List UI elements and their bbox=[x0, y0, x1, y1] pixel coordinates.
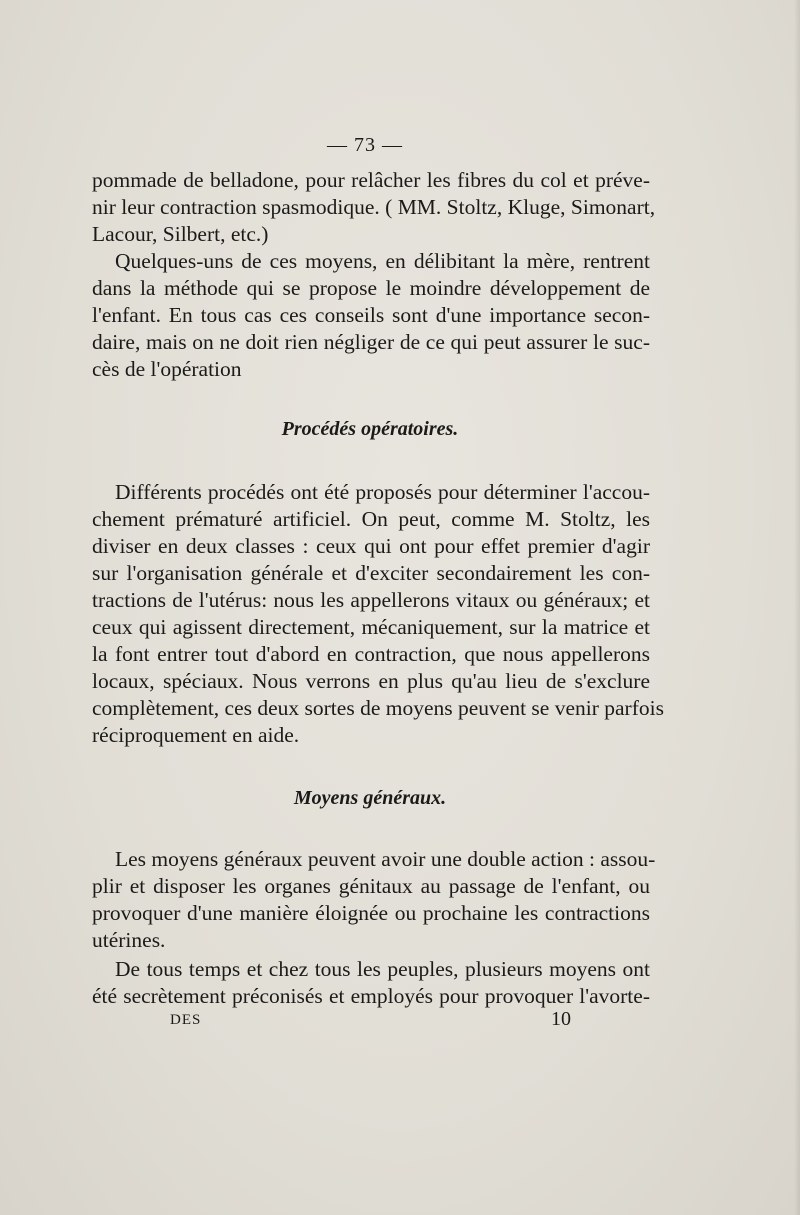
section-heading: Moyens généraux. bbox=[293, 787, 447, 809]
text-line: Les moyens généraux peuvent avoir une double action : assou- bbox=[115, 847, 656, 871]
page-edge-shadow bbox=[794, 0, 800, 1215]
signature-mark: DES bbox=[170, 1012, 202, 1028]
text-line: nir leur contraction spasmodique. ( MM. Stoltz, Kluge, Simonart, bbox=[92, 195, 656, 219]
text-line: De tous temps et chez tous les peuples, plusieurs moyens ont bbox=[115, 957, 650, 981]
text-line: dans la méthode qui se propose le moindre développement de bbox=[92, 276, 650, 300]
text-line: sur l'organisation générale et d'exciter secondairement les con- bbox=[92, 561, 650, 585]
text-line: été secrètement préconisés et employés pour provoquer l'avorte- bbox=[92, 984, 650, 1008]
text-line: l'enfant. En tous cas ces conseils sont d'une importance secon- bbox=[92, 303, 650, 327]
text-line: utérines. bbox=[92, 928, 166, 952]
text-line: diviser en deux classes : ceux qui ont pour effet premier d'agir bbox=[92, 534, 650, 558]
sheet-number: 10 bbox=[551, 1008, 571, 1030]
text-line: la font entrer tout d'abord en contraction, que nous appellerons bbox=[92, 642, 650, 666]
page-number: — 73 — bbox=[327, 134, 403, 156]
text-line: tractions de l'utérus: nous les appellerons vitaux ou généraux; et bbox=[92, 588, 650, 612]
text-line: locaux, spéciaux. Nous verrons en plus qu'au lieu de s'exclure bbox=[92, 669, 650, 693]
text-line: chement prématuré artificiel. On peut, comme M. Stoltz, les bbox=[92, 507, 650, 531]
text-line: Différents procédés ont été proposés pour déterminer l'accou- bbox=[115, 480, 650, 504]
text-line: pommade de belladone, pour relâcher les fibres du col et préve- bbox=[92, 168, 650, 192]
text-line: complètement, ces deux sortes de moyens peuvent se venir parfois bbox=[92, 696, 664, 720]
text-line: provoquer d'une manière éloignée ou prochaine les contractions bbox=[92, 901, 650, 925]
text-line: plir et disposer les organes génitaux au passage de l'enfant, ou bbox=[92, 874, 650, 898]
text-line: cès de l'opération bbox=[92, 357, 242, 381]
text-line: daire, mais on ne doit rien négliger de ce qui peut assurer le suc- bbox=[92, 330, 650, 354]
text-line: ceux qui agissent directement, mécaniquement, sur la matrice et bbox=[92, 615, 650, 639]
text-line: Quelques-uns de ces moyens, en délibitant la mère, rentrent bbox=[115, 249, 650, 273]
text-line: Lacour, Silbert, etc.) bbox=[92, 222, 269, 246]
text-line: réciproquement en aide. bbox=[92, 723, 300, 747]
section-heading: Procédés opératoires. bbox=[281, 418, 459, 440]
